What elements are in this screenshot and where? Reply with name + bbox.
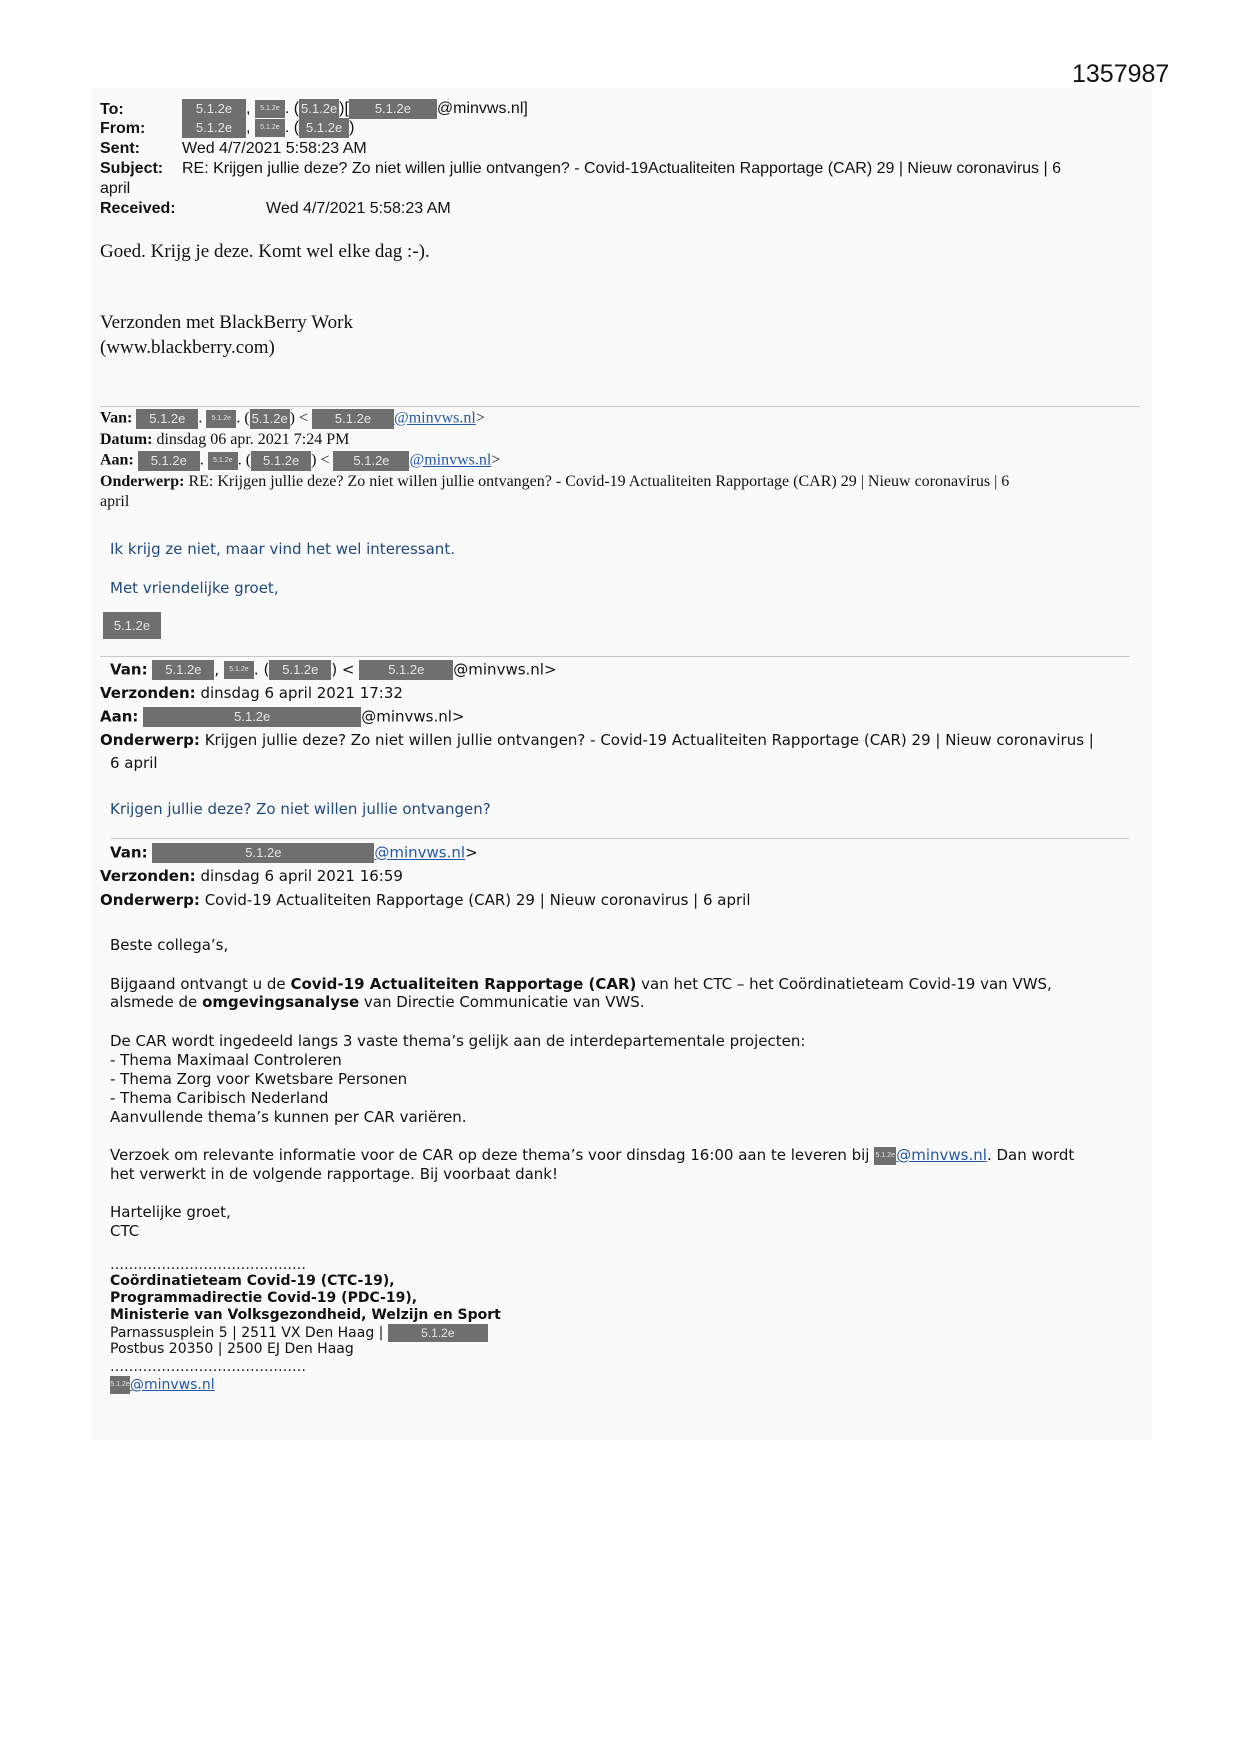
redaction-box: 5.1.2e bbox=[182, 99, 246, 119]
email4-paragraph2: De CAR wordt ingedeeld langs 3 vaste thema’s gelijk aan de interdepartementale projecten: bbox=[110, 1032, 806, 1050]
onderwerp-row bbox=[100, 473, 1009, 491]
onderwerp-value: Covid-19 Actualiteiten Rapportage (CAR) 29 | Nieuw coronavirus | 6 april bbox=[204, 891, 751, 909]
verzonden-label: Verzonden: bbox=[100, 684, 196, 702]
p1-bold: Covid-19 Actualiteiten Rapportage (CAR) bbox=[290, 975, 637, 993]
redaction-box: 5.1.2e bbox=[208, 452, 238, 470]
onderwerp-label: Onderwerp: bbox=[100, 891, 200, 909]
redaction-box: 5.1.2e bbox=[143, 707, 361, 727]
redaction-box: 5.1.2e bbox=[349, 99, 437, 119]
van-row: Van: 5.1.2e . 5.1.2e . ( 5.1.2e ) < 5.1.2e @minvws.nl> bbox=[100, 409, 485, 429]
closing-greeting: Hartelijke groet, bbox=[110, 1203, 231, 1221]
aan-row bbox=[100, 707, 464, 727]
datum-label: Datum: bbox=[100, 431, 153, 448]
signature-dots: …………………………………… bbox=[110, 1359, 306, 1375]
van-row: Van: 5.1.2e @minvws.nl> bbox=[110, 843, 478, 862]
van-label: Van: bbox=[110, 660, 148, 679]
divider bbox=[100, 656, 1130, 657]
datum-row bbox=[100, 431, 349, 449]
email4-paragraph1 bbox=[110, 975, 1052, 993]
from-value: 5.1.2e , 5.1.2e . ( 5.1.2e ) bbox=[182, 118, 354, 138]
scanned-page-area bbox=[90, 88, 1152, 1440]
p1-text: van Directie Communicatie van VWS. bbox=[359, 993, 645, 1011]
signature-dots: …………………………………… bbox=[110, 1257, 306, 1273]
verzonden-value: dinsdag 6 april 2021 17:32 bbox=[200, 684, 403, 702]
redaction-box: 5.1.2e bbox=[359, 660, 453, 680]
email4-paragraph3-cont: het verwerkt in de volgende rapportage. Bij voorbaat dank! bbox=[110, 1165, 558, 1183]
onderwerp-label: Onderwerp: bbox=[100, 473, 185, 490]
redaction-box: 5.1.2e bbox=[299, 118, 349, 138]
theme-item: - Thema Zorg voor Kwetsbare Personen bbox=[110, 1070, 408, 1088]
redaction-box: 5.1.2e bbox=[250, 409, 290, 429]
blackberry-footer: Verzonden met BlackBerry Work bbox=[100, 312, 353, 333]
redaction-box: 5.1.2e bbox=[152, 843, 374, 863]
redaction-box: 5.1.2e bbox=[224, 661, 254, 679]
email1-body: Goed. Krijg je deze. Komt wel elke dag :-). bbox=[100, 241, 430, 262]
verzonden-row bbox=[100, 684, 403, 702]
redaction-box: 5.1.2e bbox=[138, 451, 200, 471]
email4-greeting: Beste collega’s, bbox=[110, 936, 229, 954]
redaction-box: 5.1.2e bbox=[182, 118, 246, 138]
email-tail: @minvws.nl> bbox=[361, 707, 465, 726]
redaction-box: 5.1.2e bbox=[255, 100, 285, 118]
verzonden-value: dinsdag 6 april 2021 16:59 bbox=[200, 867, 403, 885]
redaction-box: 5.1.2e bbox=[206, 410, 236, 428]
email4-paragraph2-end: Aanvullende thema’s kunnen per CAR variëren. bbox=[110, 1108, 467, 1126]
verzonden-row bbox=[100, 867, 403, 885]
to-email-tail: @minvws.nl] bbox=[436, 100, 528, 118]
p3-text: . Dan wordt bbox=[986, 1146, 1075, 1164]
email-link[interactable]: @minvws.nl bbox=[394, 409, 476, 427]
verzonden-label: Verzonden: bbox=[100, 867, 196, 885]
sent-value: Wed 4/7/2021 5:58:23 AM bbox=[182, 140, 367, 157]
email2-body: Ik krijg ze niet, maar vind het wel interessant. bbox=[110, 540, 455, 558]
onderwerp-row bbox=[100, 731, 1094, 749]
van-label: Van: bbox=[100, 409, 133, 427]
redaction-box: 5.1.2e bbox=[874, 1147, 896, 1165]
signature-address2: Postbus 20350 | 2500 EJ Den Haag bbox=[110, 1341, 354, 1357]
signature-address1 bbox=[110, 1324, 488, 1342]
address-text: Parnassusplein 5 | 2511 VX Den Haag | bbox=[110, 1325, 384, 1341]
datum-value: dinsdag 06 apr. 2021 7:24 PM bbox=[156, 431, 350, 448]
sent-label: Sent: bbox=[100, 140, 140, 157]
redaction-box: 5.1.2e bbox=[269, 660, 331, 680]
onderwerp-label: Onderwerp: bbox=[100, 731, 200, 749]
onderwerp-value: Krijgen jullie deze? Zo niet willen jullie ontvangen? - Covid-19 Actualiteiten Rapportage (CAR) 29 | Nieuw coronavirus | bbox=[204, 731, 1094, 749]
p1-text: alsmede de bbox=[110, 993, 203, 1011]
theme-item: - Thema Caribisch Nederland bbox=[110, 1089, 329, 1107]
to-label: To: bbox=[100, 101, 124, 118]
email-link[interactable]: @minvws.nl bbox=[374, 843, 466, 862]
redaction-box: 5.1.2e bbox=[255, 119, 285, 137]
onderwerp-value: RE: Krijgen jullie deze? Zo niet willen jullie ontvangen? - Covid-19 Actualiteiten Rapportage (CAR) 29 | Nieuw coronavirus | 6 bbox=[188, 473, 1010, 490]
redaction-box: 5.1.2e bbox=[136, 409, 198, 429]
redaction-box: 5.1.2e bbox=[333, 451, 409, 471]
to-value: 5.1.2e , 5.1.2e . ( 5.1.2e )[ 5.1.2e @minvws.nl] bbox=[182, 99, 528, 119]
redaction-box: 5.1.2e bbox=[388, 1324, 488, 1342]
theme-item: - Thema Maximaal Controleren bbox=[110, 1051, 342, 1069]
p3-text: Verzoek om relevante informatie voor de CAR op deze thema’s voor dinsdag 16:00 aan te leveren bij bbox=[110, 1146, 875, 1164]
redaction-box: 5.1.2e bbox=[251, 451, 311, 471]
onderwerp-value-cont: 6 april bbox=[110, 754, 158, 772]
redaction-box: 5.1.2e bbox=[103, 612, 161, 639]
email-link[interactable]: @minvws.nl bbox=[130, 1377, 215, 1393]
p1-text: van het CTC – het Coördinatieteam Covid-19 van VWS, bbox=[636, 975, 1052, 993]
subject-value: RE: Krijgen jullie deze? Zo niet willen jullie ontvangen? - Covid-19Actualiteiten Rapportage (CAR) 29 | Nieuw coronavirus | 6 bbox=[182, 160, 1061, 177]
email-link[interactable]: @minvws.nl bbox=[896, 1146, 987, 1164]
from-label: From: bbox=[100, 120, 146, 137]
closing-signoff: CTC bbox=[110, 1222, 140, 1240]
signature-line1: Coördinatieteam Covid-19 (CTC-19), bbox=[110, 1273, 395, 1289]
signature-line3: Ministerie van Volksgezondheid, Welzijn en Sport bbox=[110, 1307, 501, 1323]
email4-paragraph3 bbox=[110, 1146, 1074, 1165]
aan-label: Aan: bbox=[100, 707, 139, 726]
p1-text: Bijgaand ontvangt u de bbox=[110, 975, 291, 993]
subject-label: Subject: bbox=[100, 160, 164, 177]
email4-paragraph1-cont bbox=[110, 993, 645, 1011]
email3-body: Krijgen jullie deze? Zo niet willen jullie ontvangen? bbox=[110, 800, 491, 818]
received-label: Received: bbox=[100, 200, 176, 217]
onderwerp-value-cont: april bbox=[100, 493, 130, 510]
email-tail: @minvws.nl> bbox=[453, 660, 557, 679]
subject-value-cont: april bbox=[100, 180, 131, 197]
divider bbox=[110, 838, 1130, 839]
p1-bold: omgevingsanalyse bbox=[202, 993, 360, 1011]
blackberry-url: (www.blackberry.com) bbox=[100, 337, 275, 358]
redaction-box: 5.1.2e bbox=[152, 660, 214, 680]
van-label: Van: bbox=[110, 843, 148, 862]
redaction-box: 5.1.2e bbox=[312, 409, 394, 429]
redaction-box: 5.1.2e bbox=[299, 99, 339, 119]
signature-redaction bbox=[103, 612, 161, 639]
divider bbox=[100, 406, 1140, 407]
onderwerp-row bbox=[100, 891, 751, 909]
aan-row: Aan: 5.1.2e . 5.1.2e . ( 5.1.2e ) < 5.1.2e @minvws.nl> bbox=[100, 451, 500, 471]
received-value: Wed 4/7/2021 5:58:23 AM bbox=[266, 200, 451, 217]
van-row: Van: 5.1.2e , 5.1.2e . ( 5.1.2e ) < 5.1.2e @minvws.nl> bbox=[110, 660, 557, 679]
signature-line2: Programmadirectie Covid-19 (PDC-19), bbox=[110, 1290, 418, 1306]
signature-email bbox=[110, 1376, 215, 1394]
document-number: 1357987 bbox=[1072, 60, 1170, 88]
redaction-box: 5.1.2e bbox=[110, 1376, 130, 1394]
email-link[interactable]: @minvws.nl bbox=[409, 451, 492, 469]
email2-greeting: Met vriendelijke groet, bbox=[110, 579, 279, 597]
aan-label: Aan: bbox=[100, 451, 134, 469]
